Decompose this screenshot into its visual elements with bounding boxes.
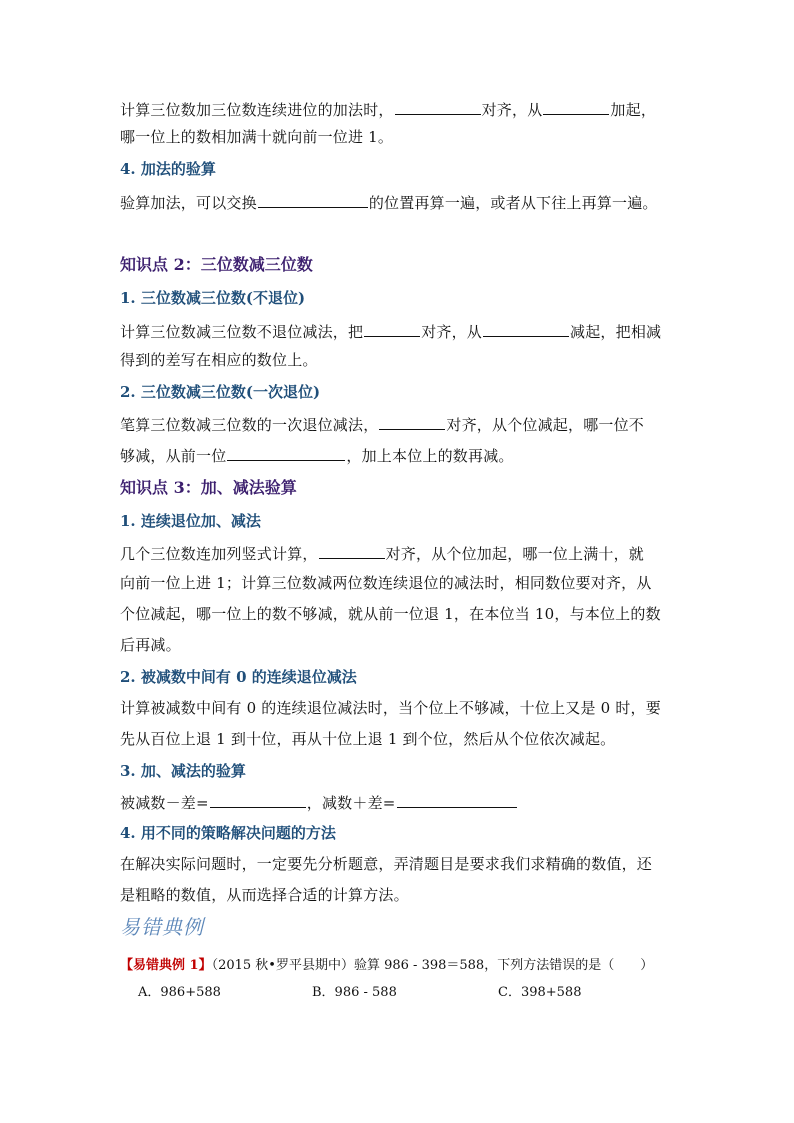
heading-addition-check: 4. 加法的验算: [120, 160, 216, 178]
example-question: [120, 957, 653, 975]
text: 对齐，从个位加起，哪一位上满十，就: [385, 545, 645, 563]
answer-blank[interactable]: [483, 320, 569, 337]
text: 计算三位数加三位数连续进位的加法时，: [120, 101, 394, 119]
answer-blank[interactable]: [210, 791, 306, 808]
option-a[interactable]: A．986+588: [138, 985, 221, 1000]
answer-blank[interactable]: [397, 791, 517, 808]
option-c[interactable]: C．398+588: [498, 985, 582, 1000]
text: 加起，: [610, 101, 657, 119]
kp2-heading-2: 2. 三位数减三位数(一次退位): [120, 383, 321, 401]
answer-blank[interactable]: [379, 413, 445, 430]
kp3-p4-line2: 是粗略的数值，从而选择合适的计算方法。: [120, 886, 409, 904]
sec1-line2: 哪一位上的数相加满十就向前一位进 1。: [120, 128, 394, 146]
kp3-heading-3: 3. 加、减法的验算: [120, 762, 246, 780]
text: ，减数＋差=: [306, 794, 396, 812]
kp3-heading-2: 2. 被减数中间有 0 的连续退位减法: [120, 668, 357, 686]
kp2-p2-line2: [120, 444, 514, 466]
answer-blank[interactable]: [258, 191, 368, 208]
kp3-heading-1: 1. 连续退位加、减法: [120, 512, 261, 530]
text: 对齐，从: [481, 101, 543, 119]
knowledge-point-2-title: 知识点 2：三位数减三位数: [120, 255, 313, 274]
text: 对齐，从个位减起，哪一位不: [446, 416, 645, 434]
answer-blank[interactable]: [227, 444, 345, 461]
text: 够减，从前一位: [120, 447, 227, 465]
kp2-p2-line1: [120, 413, 644, 435]
text: 验算加法，可以交换: [120, 194, 257, 212]
example-text: （2015 秋•罗平县期中）验算 986 - 398＝588，下列方法错误的是（ ）: [211, 958, 654, 973]
answer-blank[interactable]: [543, 98, 609, 115]
kp3-p2-line2: 先从百位上退 1 到十位，再从十位上退 1 到个位，然后从个位依次减起。: [120, 730, 616, 748]
text: 几个三位数连加列竖式计算，: [120, 545, 318, 563]
text: 计算三位数减三位数不退位减法，把: [120, 323, 364, 341]
text: 笔算三位数减三位数的一次退位减法，: [120, 416, 379, 434]
kp3-p3-line1: [120, 791, 518, 813]
kp3-p1-line1: [120, 542, 644, 564]
kp3-p2-line1: 计算被减数中间有 0 的连续退位减法时，当个位上不够减，十位上又是 0 时，要: [120, 699, 661, 717]
kp2-p1-line2: 得到的差写在相应的数位上。: [120, 351, 318, 369]
sec1-line1: [120, 98, 656, 120]
kp2-p1-line1: [120, 320, 661, 342]
sec1-line3: [120, 191, 658, 213]
option-b[interactable]: B．986 - 588: [312, 985, 397, 1000]
knowledge-point-3-title: 知识点 3：加、减法验算: [120, 478, 297, 497]
kp3-p1-line2: 向前一位上进 1；计算三位数减两位数连续退位的减法时，相同数位要对齐，从: [120, 574, 652, 592]
answer-blank[interactable]: [319, 542, 385, 559]
kp2-heading-1: 1. 三位数减三位数(不退位): [120, 289, 306, 307]
kp3-p1-line4: 后再减。: [120, 636, 181, 654]
example-tag: 【易错典例 1】: [120, 958, 212, 973]
kp3-heading-4: 4. 用不同的策略解决问题的方法: [120, 824, 336, 842]
kp3-p1-line3: 个位减起，哪一位上的数不够减，就从前一位退 1，在本位当 10，与本位上的数: [120, 605, 661, 623]
text: 被减数－差=: [120, 794, 209, 812]
text: 对齐，从: [421, 323, 483, 341]
text: ，加上本位上的数再减。: [346, 447, 514, 465]
text: 的位置再算一遍，或者从下往上再算一遍。: [368, 194, 658, 212]
answer-blank[interactable]: [364, 320, 420, 337]
answer-blank[interactable]: [395, 98, 481, 115]
text: 减起，把相减: [570, 323, 662, 341]
error-examples-logo: 易错典例: [120, 915, 204, 939]
kp3-p4-line1: 在解决实际问题时，一定要先分析题意，弄清题目是要求我们求精确的数值，还: [120, 855, 653, 873]
